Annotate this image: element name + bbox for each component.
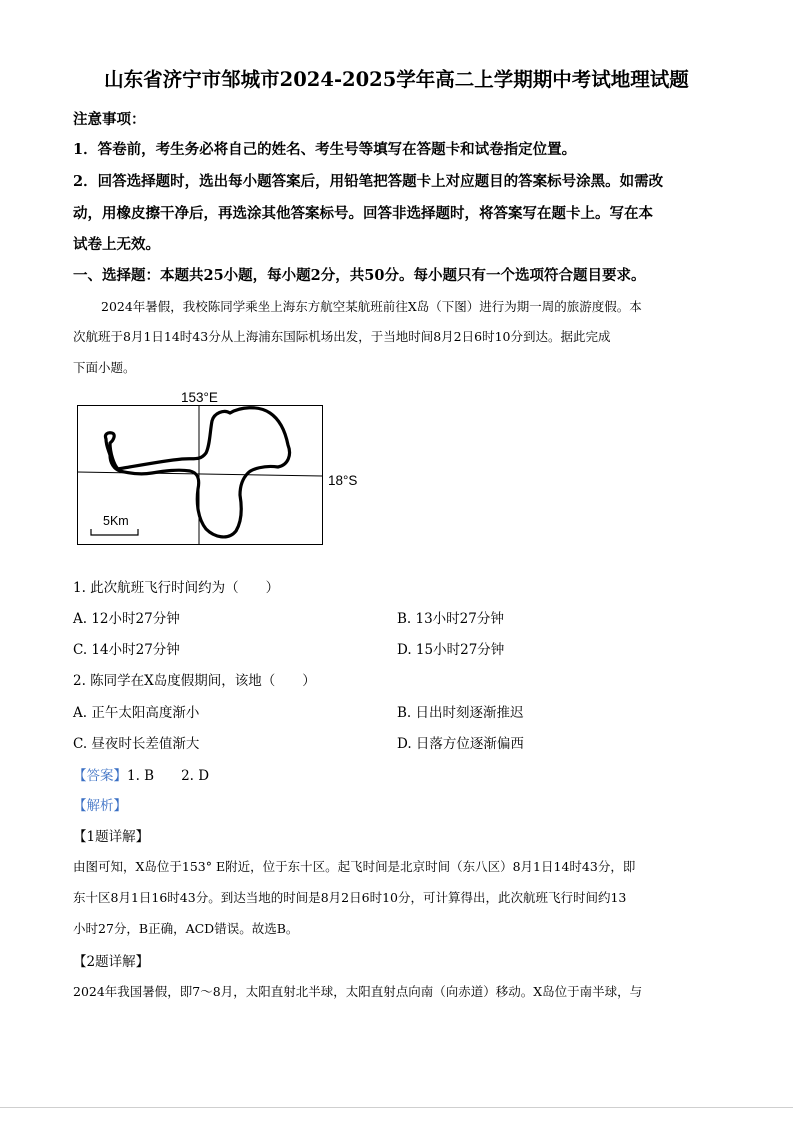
intro-line-2: 次航班于8月1日14时43分从上海浦东国际机场出发，于当地时间8月2日6时10分到达。据此完成	[73, 329, 611, 344]
question-2-stem: 2. 陈同学在X岛度假期间，该地（ ）	[73, 673, 316, 689]
island-outline	[105, 408, 289, 537]
parallel-18s	[78, 472, 323, 476]
question-2-option-b: B. 日出时刻逐渐推迟	[397, 705, 524, 721]
answer-line	[73, 764, 209, 784]
question-2-option-a: A. 正午太阳高度渐小	[73, 705, 200, 721]
answer-label: 【答案】	[73, 768, 127, 784]
page-title: 山东省济宁市邹城市2024-2025学年高二上学期期中考试地理试题	[104, 68, 689, 91]
question-1-option-b: B. 13小时27分钟	[397, 611, 504, 627]
question-2-option-c: C. 昼夜时长差值渐大	[73, 736, 200, 752]
intro-line-1: 2024年暑假，我校陈同学乘坐上海东方航空某航班前往X岛（下图）进行为期一周的旅游度假。本	[101, 299, 642, 314]
detail-1-line-1: 由图可知，X岛位于153° E附近，位于东十区。起飞时间是北京时间（东八区）8月1日14时43分，即	[73, 859, 636, 874]
section-heading-choice: 一、选择题：本题共25小题，每小题2分，共50分。每小题只有一个选项符合题目要求。	[73, 267, 646, 284]
scale-label: 5Km	[103, 514, 129, 528]
detail-2-heading: 【2题详解】	[73, 954, 150, 970]
detail-1-heading: 【1题详解】	[73, 829, 150, 845]
question-1-option-d: D. 15小时27分钟	[397, 642, 505, 658]
longitude-label: 153°E	[181, 390, 218, 405]
detail-2-line-1: 2024年我国暑假，即7～8月，太阳直射北半球，太阳直射点向南（向赤道）移动。X岛位于南半球，与	[73, 984, 643, 999]
notice-item-2-line-2: 动，用橡皮擦干净后，再选涂其他答案标号。回答非选择题时，将答案写在题卡上。写在本	[73, 205, 653, 222]
answer-text: 1. B 2. D	[127, 768, 210, 784]
notice-item-2-line-1: 2．回答选择题时，选出每小题答案后，用铅笔把答题卡上对应题目的答案标号涂黑。如需改	[73, 173, 664, 190]
question-1-option-a: A. 12小时27分钟	[73, 611, 180, 627]
notice-heading: 注意事项：	[73, 111, 146, 128]
question-2-option-d: D. 日落方位逐渐偏西	[397, 736, 524, 752]
detail-1-line-3: 小时27分，B正确，ACD错误。故选B。	[73, 921, 299, 936]
question-1-stem: 1. 此次航班飞行时间约为（ ）	[73, 580, 280, 596]
question-1-option-c: C. 14小时27分钟	[73, 642, 180, 658]
scale-bar	[91, 529, 138, 535]
latitude-label: 18°S	[328, 473, 358, 488]
page-bottom-rule	[0, 1107, 793, 1108]
intro-line-3: 下面小题。	[73, 360, 136, 375]
island-map	[70, 383, 370, 553]
detail-1-line-2: 东十区8月1日16时43分。到达当地的时间是8月2日6时10分，可计算得出，此次航班飞行时间约13	[73, 890, 627, 905]
notice-item-2-line-3: 试卷上无效。	[73, 236, 160, 253]
analysis-label: 【解析】	[73, 798, 127, 814]
notice-item-1: 1．答卷前，考生务必将自己的姓名、考生号等填写在答题卡和试卷指定位置。	[73, 141, 577, 158]
